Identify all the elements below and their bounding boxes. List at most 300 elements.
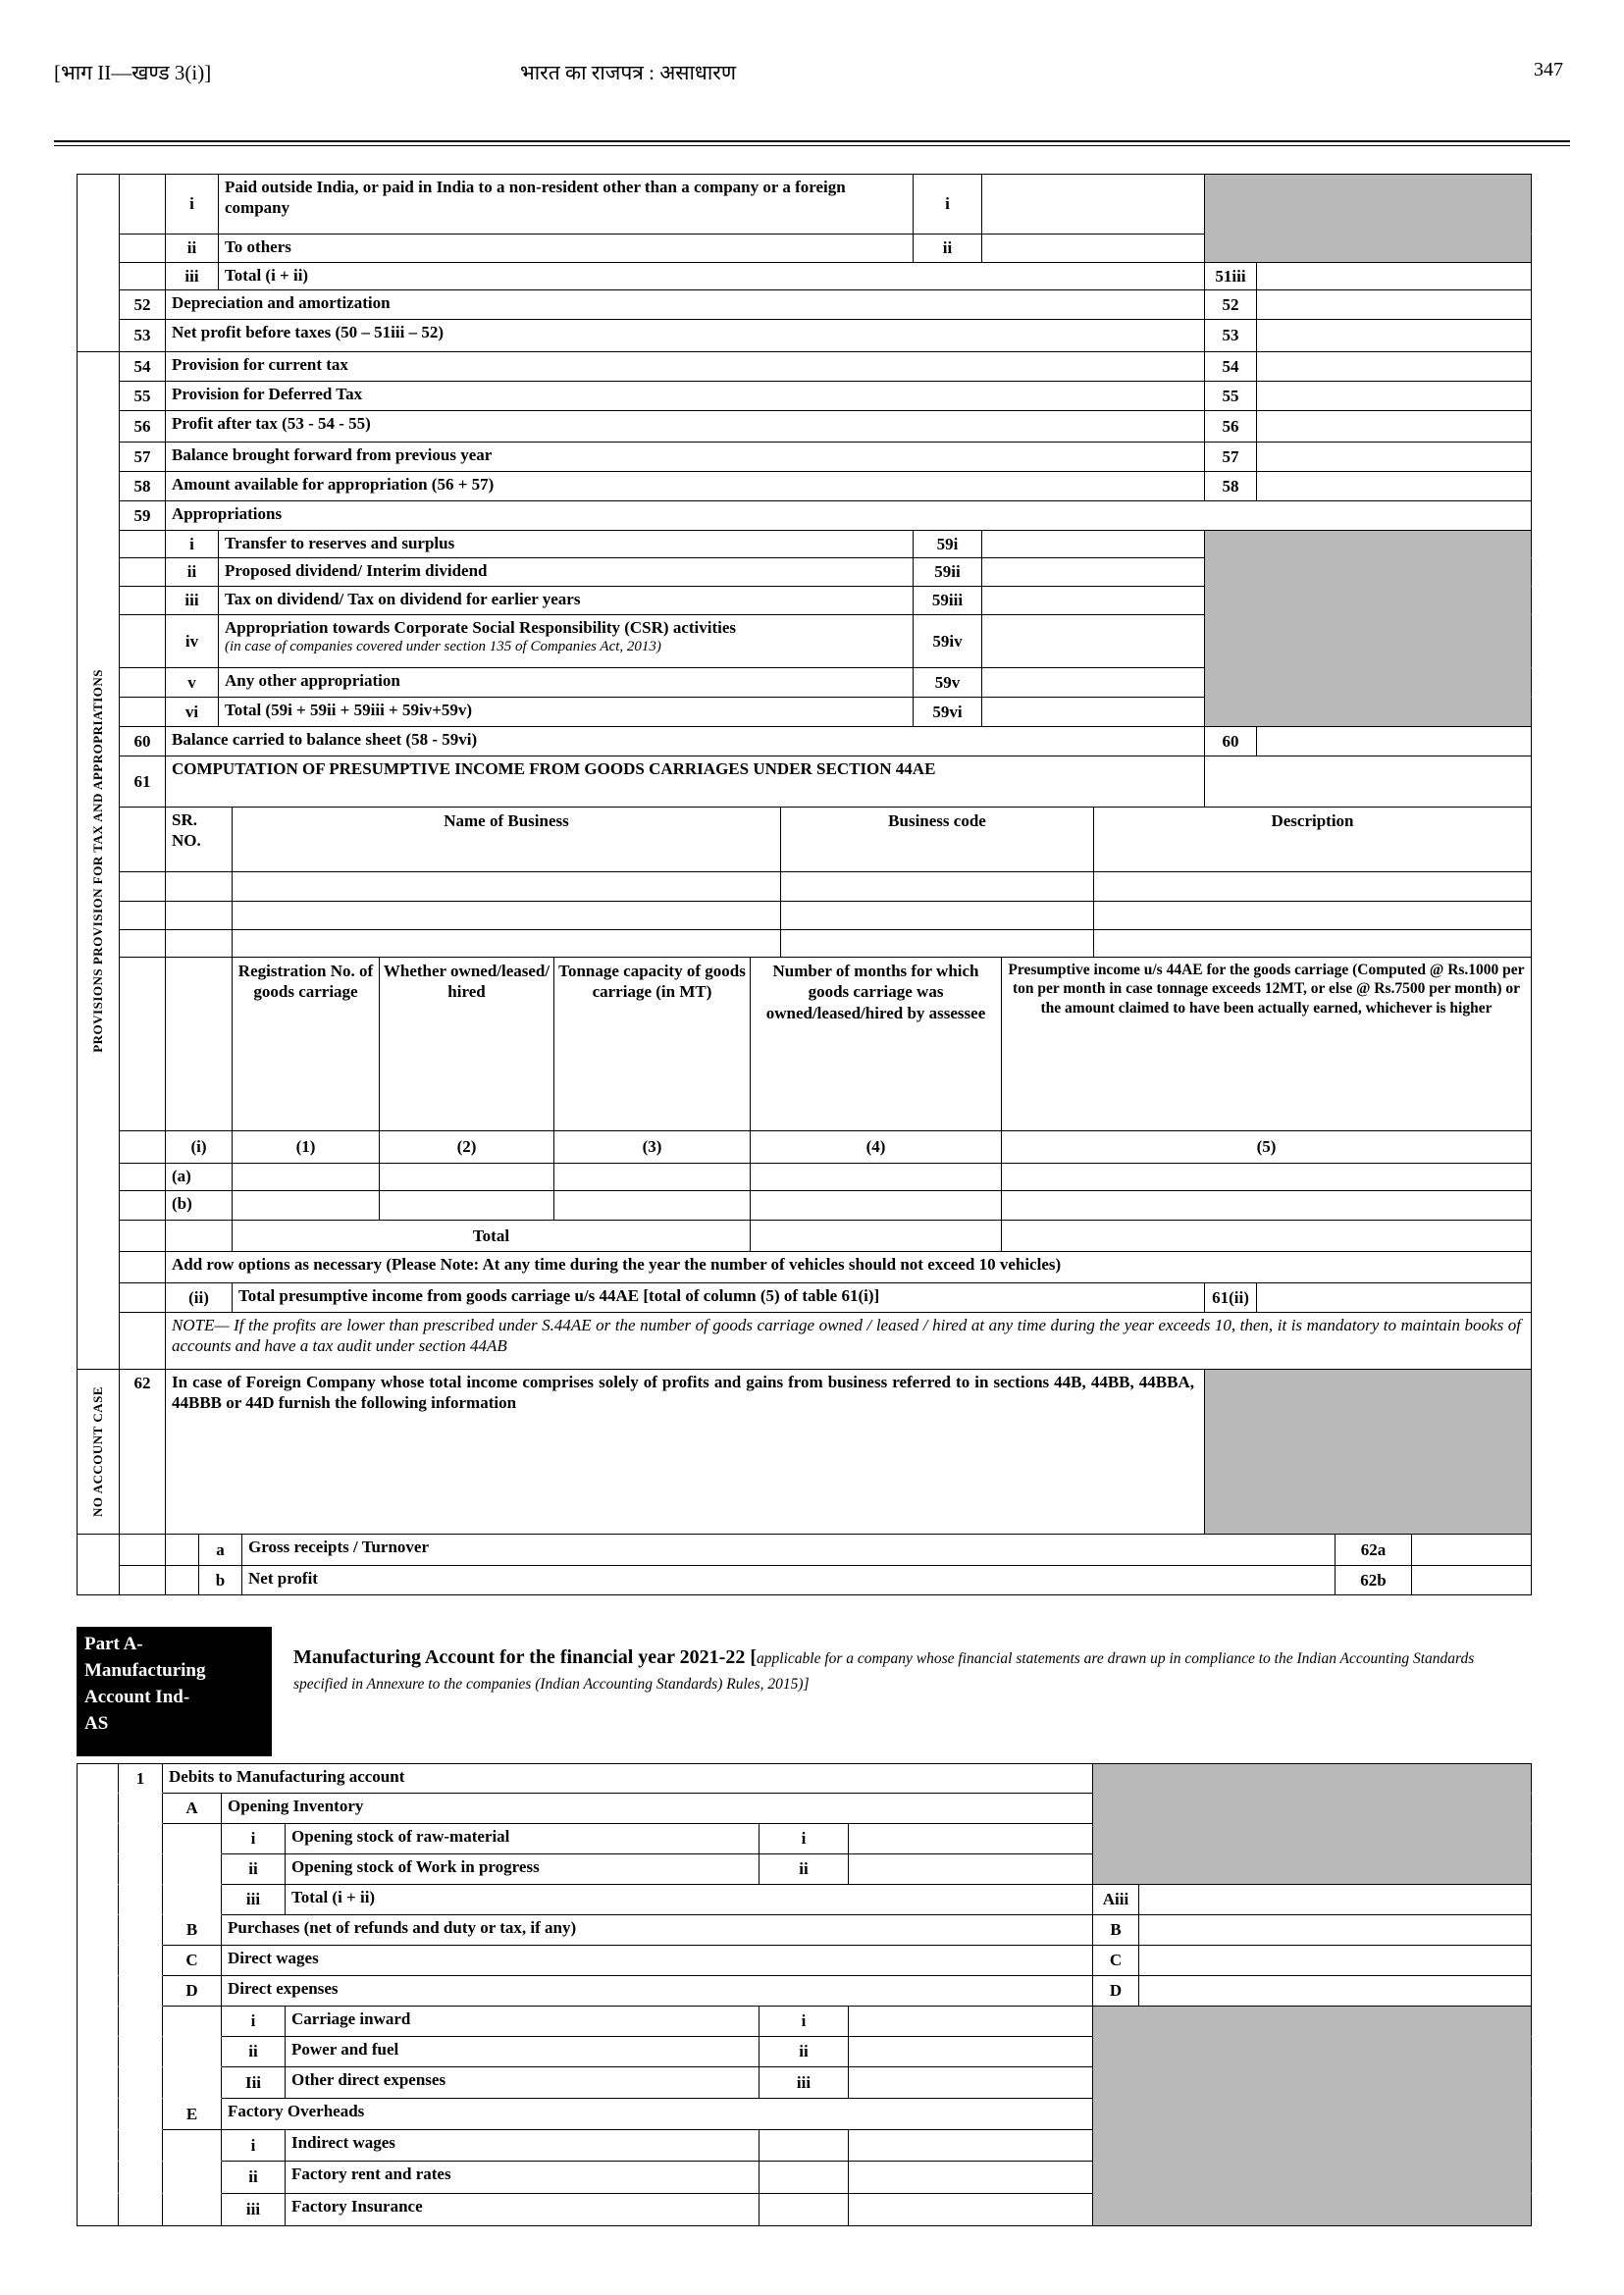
empty-cell [120,872,166,902]
row-59v-code: 59v [914,668,982,698]
row-60-code: 60 [1205,727,1257,756]
field-C-value[interactable] [1139,1946,1532,1976]
table-row [120,411,1532,443]
part-a-box-line: Part A- [84,1634,143,1654]
empty-cell [78,1824,119,1854]
colnum-4: (4) [751,1131,1002,1164]
sidebar-no-account-cell [78,1370,120,1535]
row-61-num: 61 [120,756,166,808]
row-Diii-code: iii [760,2067,849,2099]
row-58-code: 58 [1205,472,1257,501]
field-presumptive-income[interactable] [1002,1191,1532,1221]
field-59iii-value[interactable] [982,587,1205,615]
field-55-value[interactable] [1257,382,1532,411]
row-62-num: 62 [120,1370,166,1535]
row-52-desc: Depreciation and amortization [166,290,1205,320]
sidebar-empty-cell [78,175,120,352]
table-row [120,615,1532,668]
row-Aiii-desc: Total (i + ii) [286,1885,1093,1915]
empty-cell [78,1794,119,1824]
row-D-code: D [1093,1976,1139,2007]
profit-loss-table [77,174,1532,1595]
shaded-cell [1205,531,1532,558]
field-sr-no[interactable] [166,872,233,902]
row-54-num: 54 [120,352,166,382]
page-header [0,59,1624,98]
row-51ii-desc: To others [219,235,914,263]
row-60-desc: Balance carried to balance sheet (58 - 59vi) [166,727,1205,756]
row-A-desc: Opening Inventory [222,1794,1093,1824]
empty-cell [163,2037,222,2067]
row-B-code: B [1093,1915,1139,1946]
row-59ii-code: 59ii [914,558,982,587]
empty-cell [119,1854,163,1885]
empty-cell [120,531,166,558]
row-Aii-desc: Opening stock of Work in progress [286,1854,760,1885]
row-61ii-desc: Total presumptive income from goods carriage u/s 44AE [total of column (5) of table 61(i)] [233,1283,1205,1313]
field-sr-no[interactable] [166,902,233,930]
field-Aiii-value[interactable] [1139,1885,1532,1915]
row-b-label: (b) [166,1191,233,1221]
row-Di-sub: i [222,2007,286,2037]
row-59vi-sub: vi [166,698,219,727]
table-row [120,1370,1532,1535]
table-row [78,1854,1532,1885]
empty-cell [120,1221,166,1252]
field-Eiii-value[interactable] [849,2194,1093,2226]
field-Dii-value[interactable] [849,2037,1093,2067]
empty-cell [120,1283,166,1313]
row-51iii-sub: iii [166,263,219,290]
row-53-desc: Net profit before taxes (50 – 51iii – 52) [166,320,1205,352]
part-a-description [272,1627,1531,1756]
table-61i-header-row [120,808,1532,872]
field-name-of-business[interactable] [233,902,781,930]
row-51ii-sub: ii [166,235,219,263]
table-row [120,320,1532,352]
note-row [120,1313,1532,1370]
table-row [120,352,1532,382]
shaded-cell [1093,2007,1532,2037]
colnum-i: (i) [166,1131,233,1164]
row-E-letter: E [163,2099,222,2130]
row-59i-desc: Transfer to reserves and surplus [219,531,914,558]
row-59iii-sub: iii [166,587,219,615]
part-section-label: [भाग II—खण्ड 3(i)] [54,61,212,84]
shaded-cell [1093,2037,1532,2067]
empty-label-cell [760,2130,849,2162]
empty-cell [78,1946,119,1976]
row-51i-sub: i [166,175,219,235]
field-60-value[interactable] [1257,727,1532,756]
colnum-3: (3) [554,1131,751,1164]
shaded-cell [1205,175,1532,235]
table-row [78,1764,1532,1794]
table-row [120,472,1532,501]
row-59-num: 59 [120,501,166,531]
row-Diii-sub: Iii [222,2067,286,2099]
empty-cell [119,1794,163,1824]
manufacturing-account-table [77,1763,1532,2226]
row-Di-desc: Carriage inward [286,2007,760,2037]
empty-cell [78,2067,119,2099]
field-business-code[interactable] [781,902,1094,930]
table-row [78,2194,1532,2226]
empty-cell [78,1764,119,1794]
shaded-cell [1205,698,1532,727]
table-row [78,1885,1532,1915]
sidebar-provisions-cell [78,352,120,1370]
field-51iii-value[interactable] [1257,263,1532,290]
empty-cell [120,175,166,235]
column-numbers-row [120,1131,1532,1164]
col-header-tonnage: Tonnage capacity of goods carriage (in MT) [554,958,751,1131]
empty-cell [119,1915,163,1946]
row-55-desc: Provision for Deferred Tax [166,382,1205,411]
table-61i-data-row [120,930,1532,958]
goods-carriage-total-row [120,1221,1532,1252]
row-59vi-desc: Total (59i + 59ii + 59iii + 59iv+59v) [219,698,914,727]
table-row [120,698,1532,727]
field-Eii-value[interactable] [849,2162,1093,2194]
empty-cell [119,1946,163,1976]
row-E-desc: Factory Overheads [222,2099,1093,2130]
empty-cell [166,1535,199,1566]
col-header-name-of-business: Name of Business [233,808,781,872]
row-Ai-code: i [760,1824,849,1854]
row-59iv-code: 59iv [914,615,982,668]
empty-cell [119,2194,163,2226]
table-61i-data-row [120,872,1532,902]
table-row [120,756,1532,808]
add-row-note-row [120,1252,1532,1283]
empty-cell [78,2162,119,2194]
row-56-code: 56 [1205,411,1257,443]
field-57-value[interactable] [1257,443,1532,472]
field-Aii-value[interactable] [849,1854,1093,1885]
shaded-cell [1093,2162,1532,2194]
table-row [120,1283,1532,1313]
table-61i-data-row [120,902,1532,930]
row-51i-desc: Paid outside India, or paid in India to a non-resident other than a company or a foreign company [219,175,914,235]
part-a-title-italic: applicable for a company whose financial statements are drawn up in compliance to the Indian Accounting Standards specified in Annexure to the companies (Indian Accounting Standards) Rules, 2015)] [293,1650,1475,1693]
sidebar-provisions-label: PROVISIONS PROVISION FOR TAX AND APPROPRIATIONS [90,668,105,1053]
field-total-presumptive-income[interactable] [1002,1221,1532,1252]
field-tonnage[interactable] [554,1164,751,1191]
empty-cell [119,1885,163,1915]
empty-cell [120,615,166,668]
field-owned-leased[interactable] [380,1191,554,1221]
row-55-code: 55 [1205,382,1257,411]
field-51i-value[interactable] [982,175,1205,235]
field-description[interactable] [1094,872,1532,902]
empty-cell [119,2037,163,2067]
table-row [120,263,1532,290]
table-row [78,2130,1532,2162]
table-row [78,1824,1532,1854]
empty-cell [78,2099,119,2130]
empty-cell [119,1824,163,1854]
table-row [78,2007,1532,2037]
row-Ei-sub: i [222,2130,286,2162]
row-Aii-sub: ii [222,1854,286,1885]
field-name-of-business[interactable] [233,872,781,902]
field-B-value[interactable] [1139,1915,1532,1946]
table-row [78,1976,1532,2007]
part-a-title-box [77,1627,272,1756]
col-header-business-code: Business code [781,808,1094,872]
empty-cell [120,1252,166,1283]
row-62b-desc: Net profit [242,1566,1336,1595]
field-description[interactable] [1094,930,1532,958]
col-header-registration-no: Registration No. of goods carriage [233,958,380,1131]
row-Ai-desc: Opening stock of raw-material [286,1824,760,1854]
field-59ii-value[interactable] [982,558,1205,587]
empty-cell [120,1164,166,1191]
row-59iv-desc-main: Appropriation towards Corporate Social Responsibility (CSR) activities [225,618,737,637]
empty-cell [166,958,233,1131]
page-number: 347 [1534,59,1563,80]
table-row [78,2037,1532,2067]
row-Di-code: i [760,2007,849,2037]
row-1-num: 1 [119,1764,163,1794]
field-presumptive-income[interactable] [1002,1164,1532,1191]
shaded-cell [1093,2099,1532,2130]
row-51ii-code: ii [914,235,982,263]
shaded-cell [1205,1370,1532,1535]
field-53-value[interactable] [1257,320,1532,352]
row-59i-sub: i [166,531,219,558]
field-59v-value[interactable] [982,668,1205,698]
field-sr-no[interactable] [166,930,233,958]
field-61ii-value[interactable] [1257,1283,1532,1313]
empty-cell [78,1885,119,1915]
col-header-owned-leased: Whether owned/leased/ hired [380,958,554,1131]
field-total-months[interactable] [751,1221,1002,1252]
empty-cell [78,1854,119,1885]
row-55-num: 55 [120,382,166,411]
empty-cell [163,2194,222,2226]
field-Ei-value[interactable] [849,2130,1093,2162]
col-header-presumptive-income: Presumptive income u/s 44AE for the goods carriage (Computed @ Rs.1000 per ton per month in case tonnage exceeds 12MT, or else @ Rs.7500 per month) or the amount claimed to have been actually earned, whichever is higher [1002,958,1532,1131]
empty-cell [120,558,166,587]
empty-cell [120,698,166,727]
row-56-num: 56 [120,411,166,443]
empty-cell [78,2007,119,2037]
row-53-num: 53 [120,320,166,352]
row-Aiii-sub: iii [222,1885,286,1915]
empty-cell [119,1976,163,2007]
table-row [120,587,1532,615]
sidebar-empty-cell [78,1535,120,1595]
sidebar-no-account-label: NO ACCOUNT CASE [90,1386,105,1517]
table-row [78,2162,1532,2194]
empty-cell [163,1854,222,1885]
row-56-desc: Profit after tax (53 - 54 - 55) [166,411,1205,443]
row-C-code: C [1093,1946,1139,1976]
row-59iv-desc-note: (in case of companies covered under section 135 of Companies Act, 2013) [225,639,661,655]
row-52-code: 52 [1205,290,1257,320]
table-row [78,1946,1532,1976]
empty-cell [120,902,166,930]
row-62a-code: 62a [1336,1535,1412,1566]
total-label: Total [233,1221,751,1252]
field-tonnage[interactable] [554,1191,751,1221]
part-a-header [77,1627,1531,1756]
row-D-desc: Direct expenses [222,1976,1093,2007]
empty-cell [163,1824,222,1854]
row-C-desc: Direct wages [222,1946,1093,1976]
row-59v-sub: v [166,668,219,698]
shaded-cell [1205,587,1532,615]
empty-cell [120,587,166,615]
field-59iv-value[interactable] [982,615,1205,668]
empty-cell [163,2067,222,2099]
table-row [120,501,1532,531]
row-Diii-desc: Other direct expenses [286,2067,760,2099]
empty-cell [78,1976,119,2007]
field-business-code[interactable] [781,930,1094,958]
empty-cell [119,2162,163,2194]
empty-cell [120,1191,166,1221]
add-row-note: Add row options as necessary (Please Note: At any time during the year the number of vehicles should not exceed 10 vehicles) [166,1252,1532,1283]
row-54-code: 54 [1205,352,1257,382]
goods-carriage-row-b [120,1191,1532,1221]
empty-label-cell [760,2194,849,2226]
field-registration-no[interactable] [233,1164,380,1191]
empty-cell [1205,756,1532,808]
empty-cell [78,2130,119,2162]
empty-cell [120,235,166,263]
empty-cell [166,1566,199,1595]
colnum-5: (5) [1002,1131,1532,1164]
row-62a-sub: a [199,1535,242,1566]
row-1-desc: Debits to Manufacturing account [163,1764,1093,1794]
field-56-value[interactable] [1257,411,1532,443]
empty-cell [166,1221,233,1252]
row-62b-code: 62b [1336,1566,1412,1595]
field-58-value[interactable] [1257,472,1532,501]
empty-cell [119,2007,163,2037]
goods-carriage-header-row [120,958,1532,1131]
empty-cell [120,1313,166,1370]
shaded-cell [1205,615,1532,668]
field-owned-leased[interactable] [380,1164,554,1191]
row-53-code: 53 [1205,320,1257,352]
row-58-num: 58 [120,472,166,501]
row-A-letter: A [163,1794,222,1824]
shaded-cell [1093,1854,1532,1885]
row-57-code: 57 [1205,443,1257,472]
row-59-desc: Appropriations [166,501,1532,531]
row-61ii-sub: (ii) [166,1283,233,1313]
field-months[interactable] [751,1191,1002,1221]
empty-cell [120,958,166,1131]
shaded-cell [1093,1794,1532,1824]
shaded-cell [1205,235,1532,263]
row-54-desc: Provision for current tax [166,352,1205,382]
table-row [120,175,1532,235]
row-57-desc: Balance brought forward from previous year [166,443,1205,472]
empty-cell [120,263,166,290]
field-description[interactable] [1094,902,1532,930]
empty-cell [78,2037,119,2067]
row-59iv-desc [219,615,914,668]
row-Eii-sub: ii [222,2162,286,2194]
row-B-letter: B [163,1915,222,1946]
field-62a-value[interactable] [1412,1535,1532,1566]
shaded-cell [1205,668,1532,698]
field-Di-value[interactable] [849,2007,1093,2037]
header-rule [54,140,1570,146]
part-a-title-bold: Manufacturing Account for the financial year 2021-22 [ [293,1646,758,1668]
field-51ii-value[interactable] [982,235,1205,263]
table-row [120,668,1532,698]
row-62a-desc: Gross receipts / Turnover [242,1535,1336,1566]
field-Ai-value[interactable] [849,1824,1093,1854]
table-row [120,1535,1532,1566]
row-59vi-code: 59vi [914,698,982,727]
field-months[interactable] [751,1164,1002,1191]
goods-carriage-row-a [120,1164,1532,1191]
empty-cell [163,1885,222,1915]
field-registration-no[interactable] [233,1191,380,1221]
colnum-2: (2) [380,1131,554,1164]
field-business-code[interactable] [781,872,1094,902]
field-59vi-value[interactable] [982,698,1205,727]
row-Dii-desc: Power and fuel [286,2037,760,2067]
table-row [78,2067,1532,2099]
field-54-value[interactable] [1257,352,1532,382]
part-a-box-line: AS [84,1712,109,1734]
row-59iii-desc: Tax on dividend/ Tax on dividend for earlier years [219,587,914,615]
empty-cell [120,930,166,958]
row-a-label: (a) [166,1164,233,1191]
field-62b-value[interactable] [1412,1566,1532,1595]
colnum-1: (1) [233,1131,380,1164]
row-51i-code: i [914,175,982,235]
row-C-letter: C [163,1946,222,1976]
field-59i-value[interactable] [982,531,1205,558]
row-Dii-sub: ii [222,2037,286,2067]
empty-cell [163,2130,222,2162]
field-52-value[interactable] [1257,290,1532,320]
gazette-title: भारत का राजपत्र : असाधारण [519,61,737,84]
row-Ei-desc: Indirect wages [286,2130,760,2162]
row-61-desc: COMPUTATION OF PRESUMPTIVE INCOME FROM GOODS CARRIAGES UNDER SECTION 44AE [166,756,1205,808]
field-D-value[interactable] [1139,1976,1532,2007]
table-row [120,531,1532,558]
part-a-box-line: Account Ind- [84,1686,190,1707]
row-62-desc: In case of Foreign Company whose total income comprises solely of profits and gains from business referred to in sections 44B, 44BB, 44BBA, 44BBB or 44D furnish the following information [166,1370,1205,1535]
row-Dii-code: ii [760,2037,849,2067]
row-Eii-desc: Factory rent and rates [286,2162,760,2194]
empty-cell [78,1915,119,1946]
shaded-cell [1093,1824,1532,1854]
empty-cell [120,1535,166,1566]
row-59i-code: 59i [914,531,982,558]
empty-cell [119,2067,163,2099]
shaded-cell [1093,1764,1532,1794]
row-Eiii-sub: iii [222,2194,286,2226]
empty-cell [120,1131,166,1164]
field-Diii-value[interactable] [849,2067,1093,2099]
empty-cell [119,2099,163,2130]
row-59ii-desc: Proposed dividend/ Interim dividend [219,558,914,587]
shaded-cell [1093,2194,1532,2226]
field-name-of-business[interactable] [233,930,781,958]
row-57-num: 57 [120,443,166,472]
